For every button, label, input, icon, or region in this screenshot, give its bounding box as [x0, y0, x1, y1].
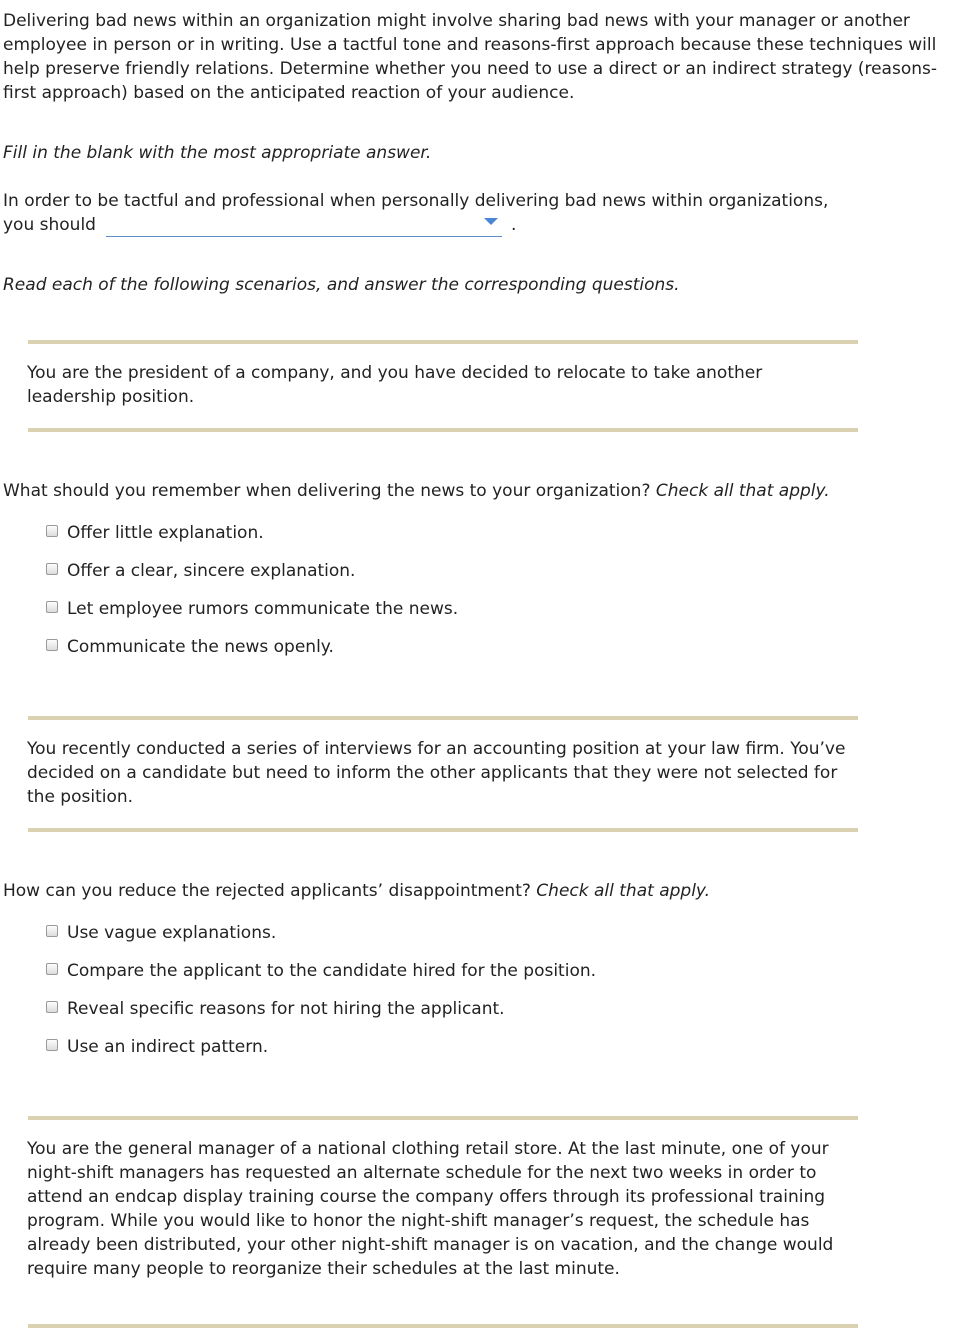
- checkbox[interactable]: [46, 601, 58, 613]
- checkbox[interactable]: [46, 1039, 58, 1051]
- question-text: How can you reduce the rejected applicants’ disappointment?: [3, 881, 531, 901]
- scenario-3-text: You are the general manager of a national clothing retail store. At the last minute, one of your night-shift managers has requested an alternate schedule for the next two weeks in order to attend an endcap display training course the company offers through its professional training program. While you would like to honor the night-shift manager’s request, the schedule has already been distributed, your other night-shift manager is on vacation, and the change would require many people to reorganize their schedules at the last minute.: [27, 1139, 834, 1279]
- scenario-1-option[interactable]: [46, 559, 355, 583]
- scenario-2-option[interactable]: [46, 1035, 268, 1059]
- checkbox[interactable]: [46, 639, 58, 651]
- option-label: Offer little explanation.: [67, 523, 264, 543]
- checkbox[interactable]: [46, 925, 58, 937]
- option-label: Use an indirect pattern.: [67, 1037, 269, 1057]
- fill-instruction: Fill in the blank with the most appropriate answer.: [3, 143, 432, 163]
- scenario-2-option[interactable]: [46, 921, 276, 945]
- fill-question-line1: In order to be tactful and professional when personally delivering bad news within organizations,: [3, 191, 829, 211]
- option-label: Use vague explanations.: [67, 923, 277, 943]
- divider: [28, 428, 858, 432]
- check-hint: Check all that apply.: [655, 481, 830, 501]
- scenario-2-option[interactable]: [46, 997, 505, 1021]
- checkbox[interactable]: [46, 963, 58, 975]
- answer-dropdown[interactable]: [106, 214, 502, 237]
- option-label: Compare the applicant to the candidate hired for the position.: [67, 961, 597, 981]
- scenario-1-option[interactable]: [46, 635, 334, 659]
- checkbox[interactable]: [46, 1001, 58, 1013]
- scenario-1-text: You are the president of a company, and you have decided to relocate to take another leadership position.: [27, 363, 763, 407]
- option-label: Reveal specific reasons for not hiring the applicant.: [67, 999, 505, 1019]
- scenario-1-question: [3, 479, 943, 503]
- scenario-1-option[interactable]: [46, 597, 458, 621]
- scenario-2-option[interactable]: [46, 959, 596, 983]
- scenario-1-option[interactable]: [46, 521, 264, 545]
- checkbox[interactable]: [46, 525, 58, 537]
- option-label: Offer a clear, sincere explanation.: [67, 561, 356, 581]
- divider: [28, 716, 858, 720]
- scenario-2-text: You recently conducted a series of interviews for an accounting position at your law firm. You’ve decided on a candidate but need to inform the other applicants that they were not selected for the position.: [27, 739, 846, 807]
- fill-question-prefix: you should: [3, 215, 96, 235]
- option-label: Let employee rumors communicate the news.: [67, 599, 459, 619]
- option-label: Communicate the news openly.: [67, 637, 334, 657]
- divider: [28, 1324, 858, 1328]
- scenario-2-question: [3, 879, 943, 903]
- checkbox[interactable]: [46, 563, 58, 575]
- divider: [28, 828, 858, 832]
- divider: [28, 1116, 858, 1120]
- fill-question-suffix: .: [511, 215, 517, 235]
- scenario-instruction: Read each of the following scenarios, and answer the corresponding questions.: [3, 275, 680, 295]
- intro-paragraph: Delivering bad news within an organization might involve sharing bad news with your manager or another employee in person or in writing. Use a tactful tone and reasons-first approach because these techniques will help preserve friendly relations. Determine whether you need to use a direct or an indirect strategy (reasons-first approach) based on the anticipated reaction of your audience.: [3, 11, 937, 103]
- chevron-down-icon[interactable]: [484, 218, 498, 225]
- question-text: What should you remember when delivering the news to your organization?: [3, 481, 651, 501]
- divider: [28, 340, 858, 344]
- check-hint: Check all that apply.: [536, 881, 711, 901]
